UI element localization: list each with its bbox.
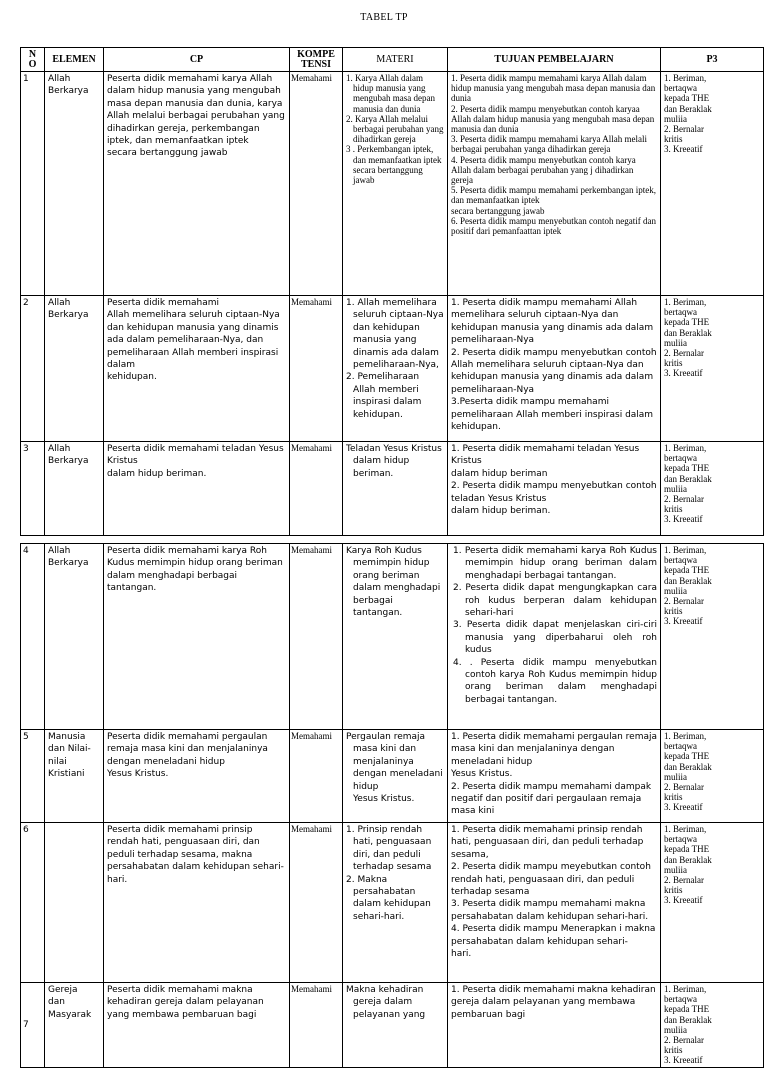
p3-line: dan Beraklak [664, 327, 712, 338]
materi-item: Teladan Yesus Kristus dalam hidup beriman. [346, 444, 442, 479]
header-cp: CP [104, 48, 290, 72]
row-number: 4 [21, 544, 45, 730]
p3-line: 3. Kreeatif [664, 514, 703, 525]
tujuan-cell [448, 730, 661, 823]
materi-item: 2. Makna persahabatan dalam kehidupan sehari-hari. [346, 874, 431, 922]
tujuan-item: 2. Peserta didik mampu meyebutkan contoh rendah hati, penguasaan diri, dan peduli terhadap sesama [451, 862, 651, 898]
materi-item: 1. Allah memelihara seluruh ciptaan-Nya dan kehidupan manusia yang dinamis ada dalam pemeliharaan-Nya, [346, 298, 444, 371]
tujuan-item: 1. Peserta didik mampu memahami karya Allah dalam hidup manusia yang mengubah masa depan manusia dan dunia [451, 73, 656, 104]
tujuan-cell [448, 442, 661, 536]
kompetensi-cell: Memahami [290, 72, 343, 296]
table-row [21, 823, 764, 983]
elemen-cell: Allah Berkarya [45, 544, 104, 730]
cp-cell: Peserta didik memahami pergaulan remaja masa kini dan menjalaninya dengan meneladani hidup Yesus Kristus. [104, 730, 290, 823]
materi-cell [343, 296, 448, 442]
tujuan-item: 5. Peserta didik mampu memahami perkembangan iptek, dan memanfaatkan iptek secara bertanggung jawab [451, 185, 656, 216]
materi-cell [343, 442, 448, 536]
p3-line: kritis [664, 1045, 683, 1056]
row-number: 7 [21, 983, 45, 1068]
header-materi: MATERI [343, 48, 448, 72]
materi-item: Pergaulan remaja masa kini dan menjalaninya dengan meneladani hidup Yesus Kristus. [346, 732, 443, 805]
p3-line: kritis [664, 792, 683, 803]
p3-line: 1. Beriman, [664, 731, 707, 741]
p3-line: kritis [664, 606, 683, 617]
tujuan-item: 2. Peserta didik mampu menyebutkan contoh karyaa Allah dalam hidup manusia yang mengubah masa depan manusia dan dunia [451, 103, 655, 135]
kompetensi-cell: Memahami [290, 983, 343, 1068]
materi-cell [343, 72, 448, 296]
cp-cell: Peserta didik memahami karya Allah dalam hidup manusia yang mengubah masa depan manusia dan dunia, karya Allah melalui berbagai perubahan yang dihadirkan gereja, perkembangan iptek, dan memanfaatkan iptek secara bertanggung jawab [104, 72, 290, 296]
tujuan-item: 4. Peserta didik mampu menyebutkan contoh karya Allah dalam berbagai perubahan yang j dihadirkan gereja [451, 154, 636, 186]
tujuan-item: 3. Peserta didik dapat menjelaskan ciri-ciri manusia yang diperbaharui oleh roh kudus [453, 620, 657, 656]
materi-item: Makna kehadiran gereja dalam pelayanan yang [346, 985, 426, 1020]
cp-cell: Peserta didik memahami karya Roh Kudus memimpin hidup orang beriman dalam menghadapi berbagai tantangan. [104, 544, 290, 730]
tujuan-cell [448, 544, 661, 730]
p3-line: bertaqwa [664, 994, 697, 1005]
p3-line: 2. Bernalar [664, 494, 704, 505]
table-row [21, 442, 764, 536]
row-number: 2 [21, 296, 45, 442]
tujuan-item: 4. Peserta didik mampu Menerapkan i makna persahabatan dalam kehidupan sehari- hari. [451, 924, 656, 960]
table-row [21, 72, 764, 296]
header-elemen: ELEMEN [45, 48, 104, 72]
p3-line: kepada THE [664, 1004, 710, 1015]
p3-line: muliia [664, 864, 687, 875]
row-number: 5 [21, 730, 45, 823]
p3-line: dan Beraklak [664, 854, 712, 865]
p3-line: dan Beraklak [664, 473, 712, 484]
p3-line: kepada THE [664, 463, 710, 474]
p3-line: 1. Beriman, [664, 297, 707, 307]
kompetensi-cell: Memahami [290, 823, 343, 983]
elemen-cell: Allah Berkarya [45, 72, 104, 296]
p3-cell [661, 296, 764, 442]
p3-cell [661, 983, 764, 1068]
cp-cell: Peserta didik memahami prinsip rendah hati, penguasaan diri, dan peduli terhadap sesama, makna persahabatan dalam kehidupan sehari- hari. [104, 823, 290, 983]
p3-line: kepada THE [664, 93, 710, 104]
p3-line: kritis [664, 358, 683, 369]
p3-line: 1. Beriman, [664, 443, 707, 453]
header-p3: P3 [661, 48, 764, 72]
tujuan-item: 3. Peserta didik mampu memahami makna persahabatan dalam kehidupan sehari-hari. [451, 899, 649, 922]
elemen-cell: Gereja dan Masyarak [45, 983, 104, 1068]
p3-line: 3. Kreeatif [664, 616, 703, 627]
p3-line: 1. Beriman, [664, 984, 707, 994]
p3-line: 1. Beriman, [664, 824, 707, 834]
p3-line: kepada THE [664, 751, 710, 762]
tujuan-item: 2. Peserta didik mampu memahami dampak negatif dan positif dari pergaulaan remaja masa kini [451, 781, 652, 817]
p3-cell [661, 72, 764, 296]
p3-line: bertaqwa [664, 834, 697, 845]
p3-line: 1. Beriman, [664, 545, 707, 555]
materi-item: Karya Roh Kudus memimpin hidup orang beriman dalam menghadapi berbagai tantangan. [346, 546, 441, 619]
p3-line: kritis [664, 885, 683, 896]
tujuan-item: 1. Peserta didik memahami pergaulan remaja masa kini dan menjalaninya dengan meneladani hidup Yesus Kristus. [451, 732, 657, 780]
cp-cell: Peserta didik memahami makna kehadiran gereja dalam pelayanan yang membawa pembaruan bagi [104, 983, 290, 1068]
materi-item: 3 . Perkembangan iptek, dan memanfaatkan iptek secara bertanggung jawab [346, 144, 442, 186]
row-number: 1 [21, 72, 45, 296]
p3-line: 3. Kreeatif [664, 368, 703, 379]
tujuan-item: 4. . Peserta didik mampu menyebutkan contoh karya Roh Kudus memimpin hidup orang beriman dalam menghadapi berbagai tantangan. [453, 657, 657, 705]
p3-cell [661, 823, 764, 983]
table-row [21, 296, 764, 442]
elemen-cell: Manusia dan Nilai- nilai Kristiani [45, 730, 104, 823]
p3-cell [661, 730, 764, 823]
cp-cell: Peserta didik memahami teladan Yesus Kristus dalam hidup beriman. [104, 442, 290, 536]
header-kompetensi: KOMPE TENSI [290, 48, 343, 72]
materi-item: 2. Karya Allah melalui berbagai perubahan yang dihadirkan gereja [346, 113, 444, 145]
p3-line: 2. Bernalar [664, 124, 704, 135]
p3-line: bertaqwa [664, 83, 697, 94]
p3-line: bertaqwa [664, 555, 697, 566]
kompetensi-cell: Memahami [290, 730, 343, 823]
elemen-cell: Allah Berkarya [45, 296, 104, 442]
p3-line: bertaqwa [664, 307, 697, 318]
elemen-cell: Allah Berkarya [45, 442, 104, 536]
tp-table-part-1 [20, 47, 764, 536]
tujuan-item: 1. Peserta didik memahami teladan Yesus Kristus dalam hidup beriman [451, 444, 640, 479]
p3-line: bertaqwa [664, 453, 697, 464]
p3-line: muliia [664, 585, 687, 596]
p3-line: muliia [664, 771, 687, 782]
tujuan-item: 1. Peserta didik memahami makna kehadiran gereja dalam pelayanan yang membawa pembaruan bagi [451, 985, 656, 1020]
p3-line: 2. Bernalar [664, 782, 704, 793]
p3-line: kritis [664, 134, 683, 145]
table-row [21, 544, 764, 730]
materi-cell [343, 730, 448, 823]
materi-item: 1. Karya Allah dalam hidup manusia yang mengubah masa depan manusia dan dunia [346, 73, 435, 114]
p3-line: kepada THE [664, 844, 710, 855]
tujuan-item: 3. Peserta didik mampu memahami karya Allah melali berbagai perubahan yanga dihadirkan gereja [451, 134, 647, 155]
tujuan-item: 1. Peserta didik memahami karya Roh Kudus memimpin hidup orang beriman dalam menghadapi berbagai tantangan. [453, 546, 657, 581]
cp-cell: Peserta didik memahami Allah memelihara seluruh ciptaan-Nya dan kehidupan manusia yang dinamis ada dalam pemeliharaan-Nya, dan pemeliharaan Allah memberi inspirasi dalam kehidupan. [104, 296, 290, 442]
p3-line: kepada THE [664, 317, 710, 328]
materi-item: 2. Pemeliharaan Allah memberi inspirasi dalam kehidupan. [346, 372, 422, 420]
header-tujuan: TUJUAN PEMBELAJARN [448, 48, 661, 72]
p3-line: 2. Bernalar [664, 596, 704, 607]
p3-line: dan Beraklak [664, 1014, 712, 1025]
tujuan-cell [448, 72, 661, 296]
elemen-cell [45, 823, 104, 983]
tujuan-item: 1. Peserta didik mampu memahami Allah memelihara seluruh ciptaan-Nya dan kehidupan manusia yang dinamis ada dalam pemeliharaan-Nya [451, 298, 654, 346]
table-row [21, 730, 764, 823]
tujuan-item: 2. Peserta didik mampu menyebutkan contoh teladan Yesus Kristus dalam hidup beriman. [451, 481, 657, 517]
header-no: N O [21, 48, 45, 72]
tujuan-item: 3.Peserta didik mampu memahami pemeliharaan Allah memberi inspirasi dalam kehidupan. [451, 397, 654, 433]
kompetensi-cell: Memahami [290, 442, 343, 536]
materi-cell [343, 544, 448, 730]
tujuan-cell [448, 823, 661, 983]
p3-line: kepada THE [664, 565, 710, 576]
p3-cell [661, 544, 764, 730]
tujuan-cell [448, 983, 661, 1068]
materi-cell [343, 823, 448, 983]
p3-line: 3. Kreeatif [664, 144, 703, 155]
p3-line: bertaqwa [664, 741, 697, 752]
row-number: 6 [21, 823, 45, 983]
p3-cell [661, 442, 764, 536]
tp-table-part-2 [20, 543, 764, 1068]
header-row [21, 48, 764, 72]
materi-item: 1. Prinsip rendah hati, penguasaan diri, dan peduli terhadap sesama [346, 825, 432, 873]
p3-line: 3. Kreeatif [664, 895, 703, 906]
p3-line: 3. Kreeatif [664, 1055, 703, 1066]
kompetensi-cell: Memahami [290, 544, 343, 730]
tujuan-item: 2. Peserta didik mampu menyebutkan contoh Allah memelihara seluruh ciptaan-Nya dan kehidupan manusia yang dinamis ada dalam pemeliharaan-Nya [451, 347, 657, 395]
p3-line: 1. Beriman, [664, 73, 707, 83]
p3-line: muliia [664, 1024, 687, 1035]
p3-line: dan Beraklak [664, 575, 712, 586]
p3-line: kritis [664, 504, 683, 515]
p3-line: 2. Bernalar [664, 875, 704, 886]
page-title: TABEL TP [360, 12, 408, 23]
tujuan-item: 6. Peserta didik mampu menyebutkan contoh negatif dan positif dari pemanfaattan iptek [451, 215, 656, 237]
tujuan-item: 2. Peserta didik dapat mengungkapkan cara roh kudus berperan dalam kehidupan sehari-hari [453, 583, 657, 619]
p3-line: dan Beraklak [664, 761, 712, 772]
p3-line: 2. Bernalar [664, 348, 704, 359]
p3-line: dan Beraklak [664, 103, 712, 114]
table-row [21, 983, 764, 1068]
p3-line: muliia [664, 113, 687, 124]
tujuan-cell [448, 296, 661, 442]
p3-line: 2. Bernalar [664, 1035, 704, 1046]
p3-line: muliia [664, 483, 687, 494]
kompetensi-cell: Memahami [290, 296, 343, 442]
tujuan-item: 1. Peserta didik memahami prinsip rendah hati, penguasaan diri, dan peduli terhadap sesama, [451, 825, 644, 860]
p3-line: muliia [664, 337, 687, 348]
row-number: 3 [21, 442, 45, 536]
materi-cell [343, 983, 448, 1068]
p3-line: 3. Kreeatif [664, 802, 703, 813]
